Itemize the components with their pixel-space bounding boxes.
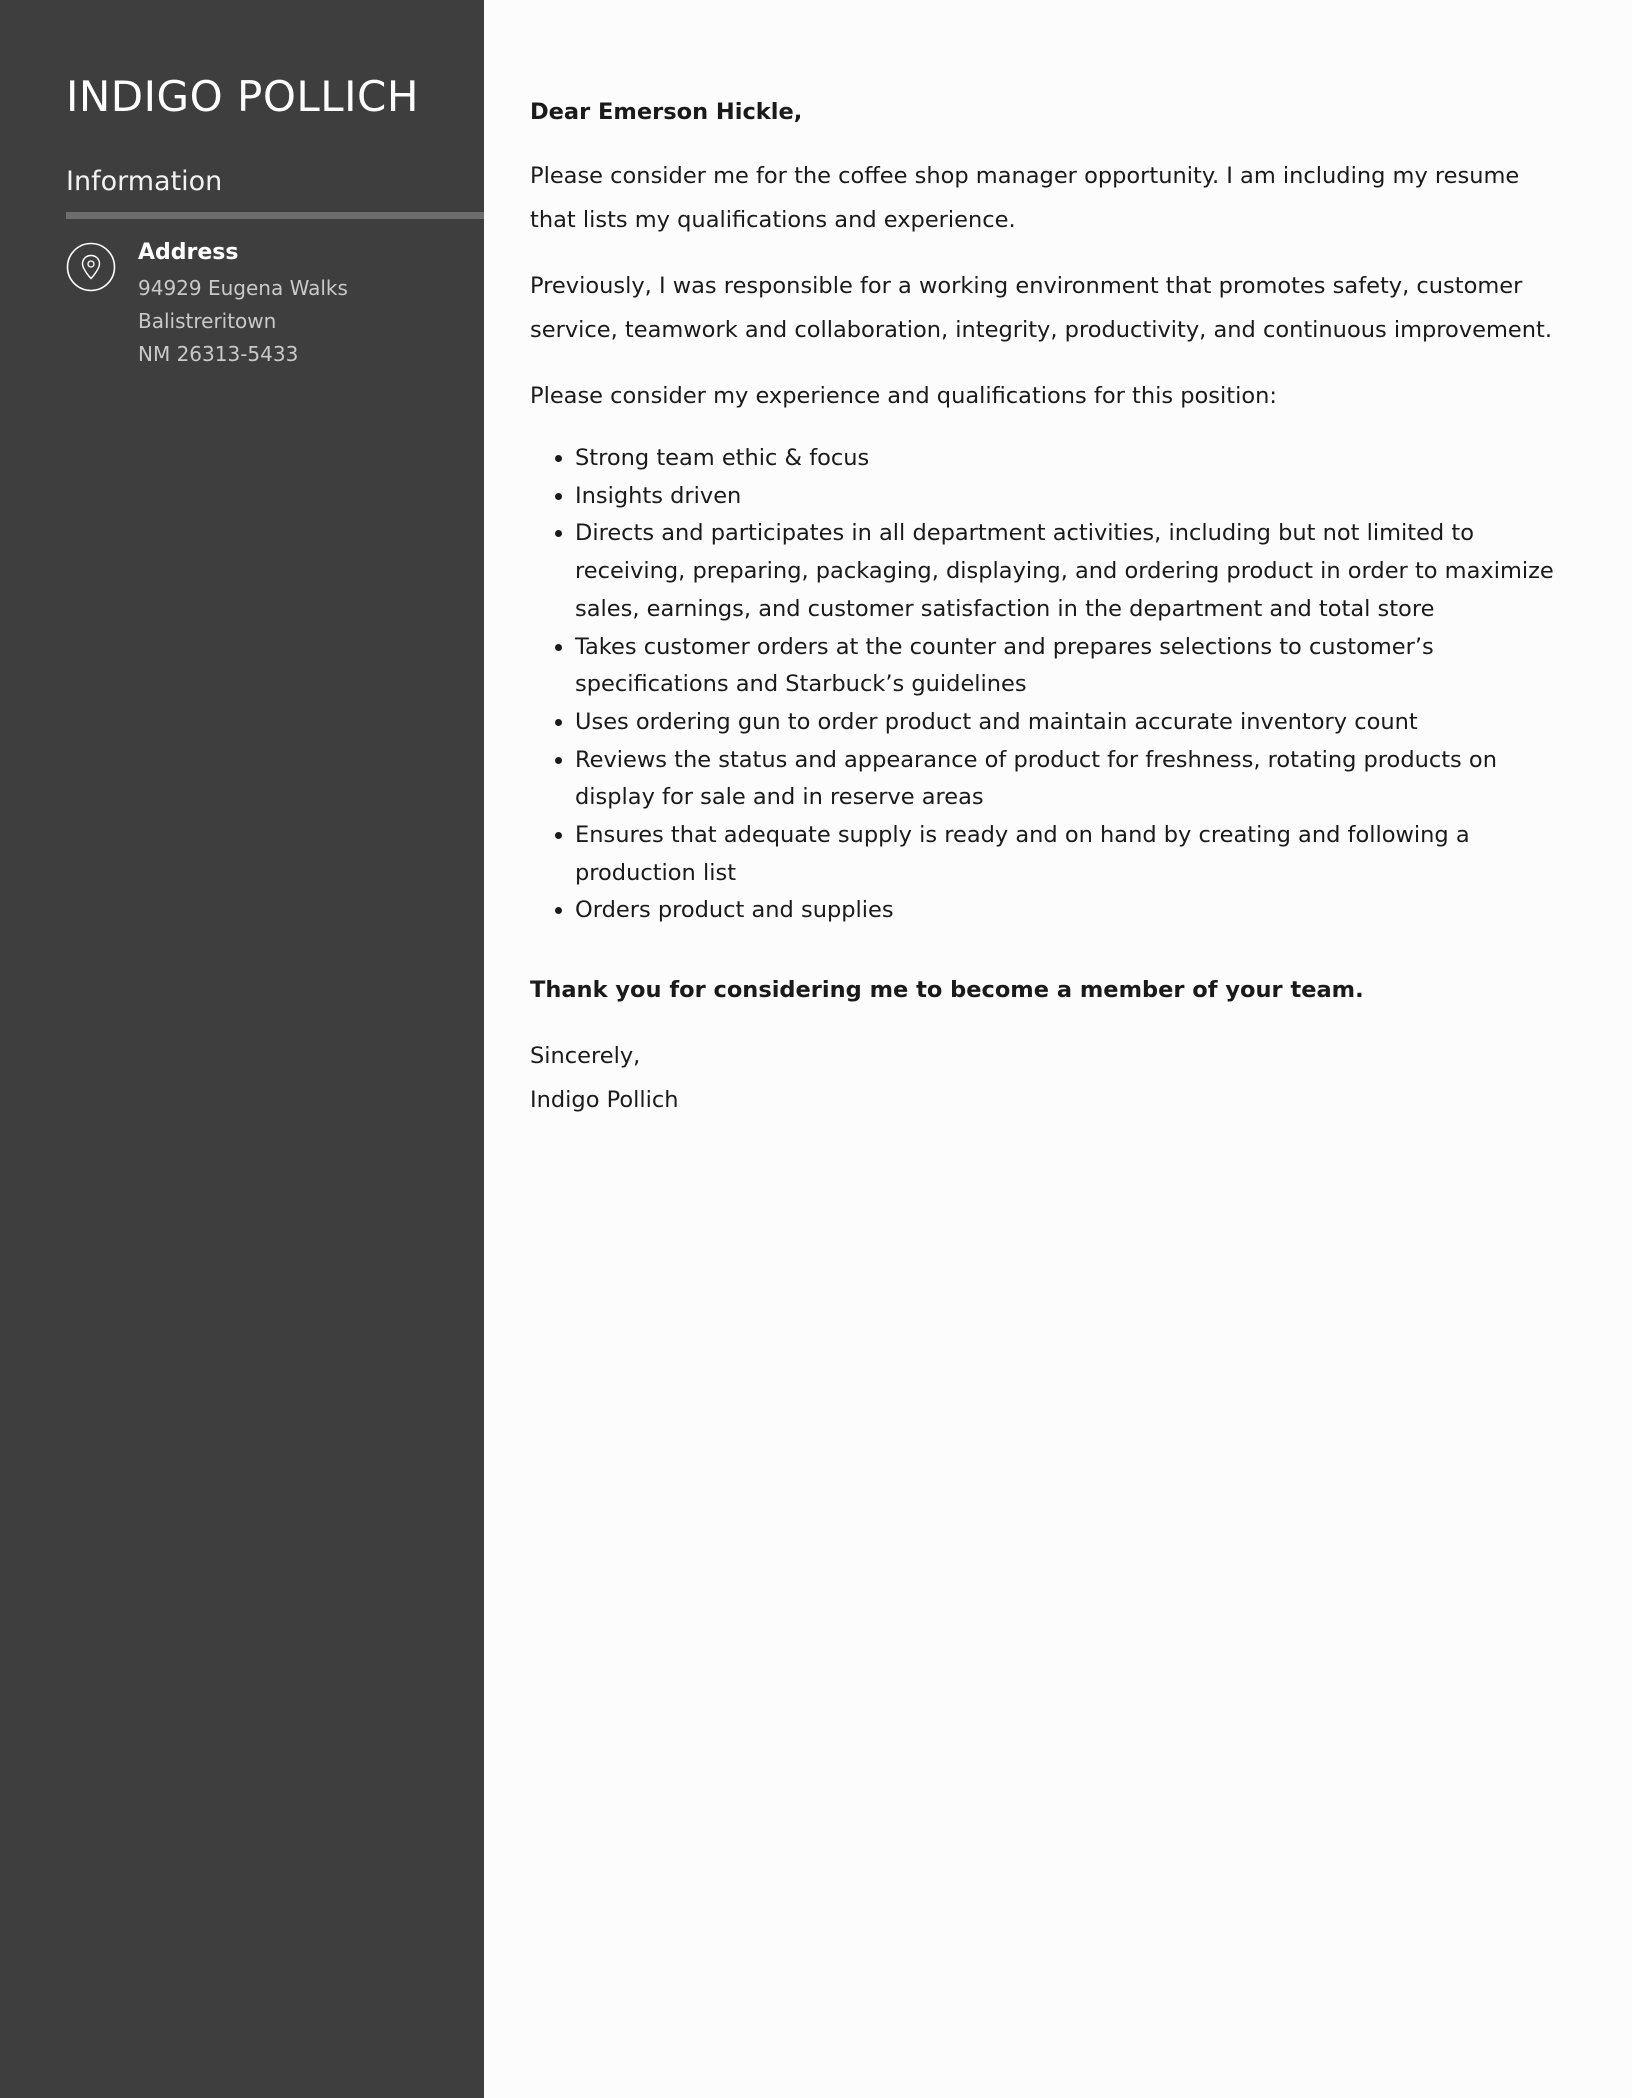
list-item: • Takes customer orders at the counter and prepares selections to customer’s specifications and Starbuck’s guidelines — [575, 629, 1560, 704]
list-item: • Reviews the status and appearance of product for freshness, rotating products on display for sale and in reserve areas — [575, 742, 1560, 817]
closing-line: Thank you for considering me to become a member of your team. — [530, 977, 1364, 1004]
paragraph-qualifications-lead: Please consider my experience and qualifications for this position: — [530, 383, 1277, 409]
section-title-information: Information — [66, 166, 223, 197]
list-item: • Insights driven — [575, 478, 1560, 516]
address-line-city: Balistreritown — [138, 309, 277, 333]
signature-name: Indigo Pollich — [530, 1087, 679, 1114]
list-item: • Ensures that adequate supply is ready and on hand by creating and following a production list — [575, 817, 1560, 892]
letter-body — [530, 92, 1560, 1144]
address-line-state-zip: NM 26313-5433 — [138, 342, 299, 366]
paragraph-experience: Previously, I was responsible for a working environment that promotes safety, customer service, teamwork and collaboration, integrity, productivity, and continuous improvement. — [530, 273, 1552, 343]
applicant-name: INDIGO POLLICH — [66, 72, 419, 121]
list-item: • Strong team ethic & focus — [575, 440, 1560, 478]
list-item: • Uses ordering gun to order product and maintain accurate inventory count — [575, 704, 1560, 742]
paragraph-intro: Please consider me for the coffee shop manager opportunity. I am including my resume that lists my qualifications and experience. — [530, 163, 1520, 233]
sidebar — [0, 0, 484, 2098]
qualifications-list — [530, 440, 1560, 930]
signoff: Sincerely, — [530, 1043, 641, 1070]
salutation: Dear Emerson Hickle, — [530, 99, 803, 125]
map-pin-icon — [66, 242, 116, 292]
list-item: • Directs and participates in all department activities, including but not limited to receiving, preparing, packaging, displaying, and ordering product in order to maximize sales, earnings, and customer satisfaction in the department and total store — [575, 515, 1560, 628]
list-item: • Orders product and supplies — [575, 892, 1560, 930]
address-heading: Address — [138, 240, 239, 265]
address-lines — [138, 272, 348, 371]
address-line-street: 94929 Eugena Walks — [138, 276, 348, 300]
section-divider — [66, 212, 484, 219]
